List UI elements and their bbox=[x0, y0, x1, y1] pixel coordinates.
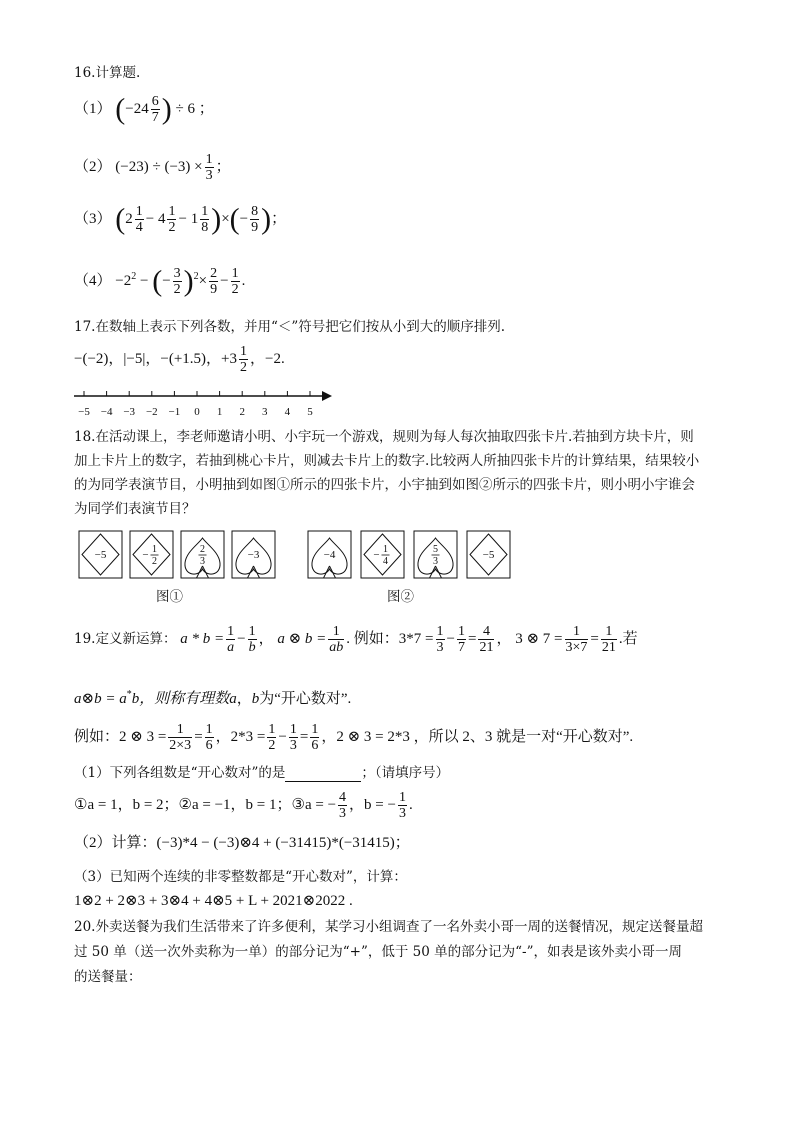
tick-label: 2 bbox=[239, 406, 245, 418]
part-label: （3） bbox=[74, 210, 112, 227]
q19-definition: 19.定义新运算： a * b = $\frac{1}{a}$ − $\frac{1}{b}$ ， a ⊗ b = $\frac{1}{ab}$ . 例如：3*7 = $\frac{1}{3}$ − $\frac{1}{7}$ = $\frac{4}{21}$ ， 3 ⊗ 7 = $\frac{1}{3\times 7}$ = $\frac{1}{21}$ .若 bbox=[74, 624, 638, 655]
tick-label: 5 bbox=[307, 406, 313, 418]
part-label: （1） bbox=[74, 100, 112, 117]
q20-line1: 20.外卖送餐为我们生活带来了许多便利，某学习小组调查了一名外卖小哥一周的送餐情况，规定送餐量超 bbox=[74, 919, 703, 935]
card-figures bbox=[74, 530, 524, 584]
svg-text:4: 4 bbox=[383, 556, 388, 567]
q17-items: −(−2)，|−5|，−(+1.5)，+3 $\frac{1}{2}$ ，−2. bbox=[74, 344, 285, 375]
heart-card bbox=[232, 531, 275, 578]
fig1-caption: 图① bbox=[156, 589, 183, 605]
arrow-head-icon bbox=[322, 391, 332, 401]
svg-text:−3: −3 bbox=[247, 549, 260, 561]
heart-card bbox=[414, 531, 457, 578]
part-label: （4） bbox=[74, 272, 112, 289]
q19-sub1: （1）下列各组数是“开心数对”的是 ；（请填序号） bbox=[74, 765, 450, 781]
q16-part2: （2） (−23) ÷ (−3) × $\frac{1}{3}$ ； bbox=[74, 152, 231, 183]
q18-line1: 18.在活动课上，李老师邀请小明、小宇玩一个游戏，规则为每人每次抽取四张卡片.若抽到方块卡片，则 bbox=[74, 429, 694, 445]
number-line bbox=[70, 384, 340, 420]
tick-label: −1 bbox=[168, 406, 181, 418]
tick-label: −2 bbox=[145, 406, 158, 418]
svg-text:2: 2 bbox=[152, 556, 157, 567]
q16-part4: $(4) -2^2$ − (− $\frac{3}{2}$ )$^2$× $\frac{2}{9}$ − $\frac{1}{2}$ . bbox=[74, 264, 246, 298]
diamond-card bbox=[361, 531, 404, 578]
heart-card bbox=[308, 531, 351, 578]
svg-text:−: − bbox=[142, 549, 149, 561]
svg-text:−: − bbox=[373, 549, 380, 561]
q17-title: 17.在数轴上表示下列各数，并用“＜”符号把它们按从小到大的顺序排列. bbox=[74, 319, 506, 335]
diamond-card bbox=[467, 531, 510, 578]
tick-label: 3 bbox=[262, 406, 268, 418]
svg-text:3: 3 bbox=[433, 556, 438, 567]
tick-label: −5 bbox=[78, 406, 90, 418]
q19-sub3-expr: 1⊗2 + 2⊗3 + 3⊗4 + 4⊗5 + L + 2021⊗2022 . bbox=[74, 893, 353, 909]
q19-example: 例如：2 ⊗ 3 = $\frac{1}{2\times 3}$ = $\frac{1}{6}$ ，2*3 = $\frac{1}{2}$ − $\frac{1}{3}$ = $\frac{1}{6}$ ，2 ⊗ 3 = 2*3 ，所以 2、3 就是一对“开心数对”. bbox=[74, 722, 634, 753]
svg-text:−5: −5 bbox=[482, 549, 495, 561]
q20-line3: 的送餐量： bbox=[74, 969, 142, 985]
svg-text:−4: −4 bbox=[323, 549, 336, 561]
tick-label: 1 bbox=[216, 406, 223, 418]
q20-line2: 过 50 单（送一次外卖称为一单）的部分记为“+”，低于 50 单的部分记为“-”，如表是该外卖小哥一周 bbox=[74, 944, 682, 960]
svg-text:1: 1 bbox=[152, 544, 157, 555]
q16-title: 16.计算题. bbox=[74, 65, 141, 81]
q18-line3: 的为同学表演节目，小明抽到如图①所示的四张卡片，小宇抽到如图②所示的四张卡片，则小明小宇谁会 bbox=[74, 477, 695, 493]
answer-blank[interactable] bbox=[285, 767, 361, 782]
tick-label: 4 bbox=[284, 406, 291, 418]
svg-text:3: 3 bbox=[200, 556, 205, 567]
fig2-caption: 图② bbox=[387, 589, 414, 605]
diamond-card bbox=[79, 531, 122, 578]
q16-part1: （1） (−24 $\frac{6}{7}$ ) ÷ 6 ； bbox=[74, 92, 214, 126]
q19-sub3: （3）已知两个连续的非零整数都是“开心数对”，计算： bbox=[74, 869, 407, 885]
svg-text:1: 1 bbox=[383, 544, 388, 555]
tick-label: −4 bbox=[100, 406, 113, 418]
svg-text:−5: −5 bbox=[94, 549, 107, 561]
tick-label: 0 bbox=[194, 406, 200, 418]
part-label: （2） bbox=[74, 158, 112, 175]
q19-sub2: （2）计算：(−3)*4 − (−3)⊗4 + (−31415)*(−31415)； bbox=[74, 835, 410, 851]
diamond-card bbox=[130, 531, 173, 578]
svg-text:2: 2 bbox=[200, 544, 205, 555]
q19-options: ①a = 1，b = 2；②a = −1，b = 1；③a = − $\frac{4}{3}$ ，b = − $\frac{1}{3}$ . bbox=[74, 790, 413, 821]
heart-card bbox=[181, 531, 224, 578]
svg-text:5: 5 bbox=[433, 544, 438, 555]
q19-condition: a⊗b = a*b，则称有理数a，b为“开心数对”. bbox=[74, 689, 352, 707]
tick-label: −3 bbox=[123, 406, 136, 418]
q16-part3: （3） (2 $\frac{1}{4}$ − 4 $\frac{1}{2}$ − 1 $\frac{1}{8}$ )×(− $\frac{8}{9}$ )； bbox=[74, 202, 287, 236]
q18-line2: 加上卡片上的数字，若抽到桃心卡片，则减去卡片上的数字.比较两人所抽四张卡片的计算结果，结果较小 bbox=[74, 453, 700, 469]
q18-line4: 为同学们表演节目？ bbox=[74, 501, 196, 517]
